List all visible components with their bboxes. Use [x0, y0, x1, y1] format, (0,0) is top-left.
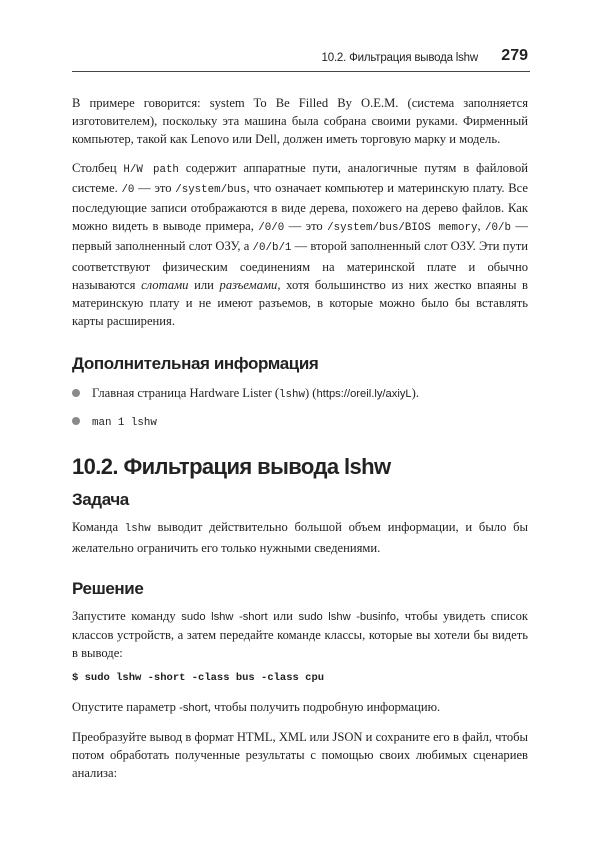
paragraph-short — [72, 698, 528, 717]
paragraph-solution — [72, 607, 528, 663]
page-header — [72, 47, 530, 72]
text: , хотя большинство из них жестко впаяны в материнскую плату и не имеют разъемов, в которые можно было бы вставлять карты расширения. — [72, 277, 528, 329]
inline-code: /0 — [121, 183, 135, 196]
text: или — [188, 277, 220, 292]
inline-code: lshw — [279, 389, 305, 402]
paragraph-hw-path — [72, 159, 528, 331]
bullet-icon — [72, 389, 80, 397]
inline-code: /system/bus — [175, 183, 247, 196]
page-body — [72, 94, 528, 792]
emphasis: слотами — [141, 277, 189, 292]
list-item — [72, 384, 528, 404]
more-info-heading: Дополнительная информация — [72, 354, 319, 374]
inline-command: -short — [179, 702, 208, 715]
text: , — [477, 219, 486, 234]
text: Команда — [72, 520, 125, 535]
inline-code: /0/b/1 — [252, 242, 292, 255]
text: Главная страница Hardware Lister ( — [92, 386, 280, 401]
text: ) ( — [304, 386, 317, 401]
url-link[interactable]: https://oreil.ly/axiyL — [316, 388, 412, 401]
text: , чтобы получить подробную информацию. — [207, 700, 441, 715]
paragraph-oem: В примере говорится: system To Be Filled By O.E.M. (система заполняется изготовителем), поскольку эта машина была собрана своими руками. Фирменный компьютер, такой как Lenovo или Dell, должен иметь торговую марку и модель. — [72, 96, 528, 147]
text: Запустите команду — [72, 608, 182, 623]
text: выводит действительно большой объем информации, и было бы желательно ограничить его только нужными сведениями. — [72, 520, 528, 555]
task-heading: Задача — [72, 490, 129, 510]
section-heading: 10.2. Фильтрация вывода lshw — [72, 454, 391, 480]
emphasis: разъемами — [219, 277, 278, 292]
text: , чтобы увидеть список классов устройств, а затем передайте команде классы, которые вы хотели бы видеть в выводе: — [72, 608, 528, 661]
inline-command: sudo lshw -short — [181, 610, 268, 623]
list-item — [72, 412, 528, 432]
bullet-icon — [72, 417, 80, 425]
paragraph-convert: Преобразуйте вывод в формат HTML, XML или JSON и сохраните его в файл, чтобы потом обработать полученные результаты с помощью своих любимых сценариев анализа: — [72, 729, 528, 781]
inline-code: /system/bus/BIOS memory — [327, 222, 478, 235]
text: , что означает компьютер и материнскую плату. Все последующие записи отображаются в виде дерева, похожего на дерево файлов. Как можно видеть в выводе примера, — [72, 180, 528, 234]
paragraph-task — [72, 518, 528, 556]
text: Столбец — [72, 160, 124, 175]
inline-code: man 1 lshw — [92, 417, 157, 430]
inline-code: lshw — [124, 523, 151, 536]
text: — второй заполненный слот ОЗУ. Эти пути соответствуют физическим соединениям на материнской плате и обычно называются — [72, 239, 529, 292]
text: содержит аппаратные пути, аналогичные путям в файловой системе. — [72, 160, 528, 195]
inline-code: /0/b — [485, 222, 511, 235]
text: — это — [284, 219, 328, 234]
running-title: 10.2. Фильтрация вывода lshw — [321, 52, 478, 64]
inline-code: H/W path — [123, 163, 179, 176]
inline-code: /0/0 — [258, 222, 285, 235]
code-block: $ sudo lshw -short -class bus -class cpu — [72, 672, 325, 685]
inline-command: sudo lshw -businfo — [298, 610, 396, 623]
text: Опустите параметр — [72, 700, 180, 715]
text: — это — [134, 180, 176, 195]
page-number: 279 — [501, 47, 528, 64]
text: — первый заполненный слот ОЗУ, а — [72, 219, 528, 254]
solution-heading: Решение — [72, 578, 144, 598]
text: или — [267, 608, 299, 623]
text: ). — [411, 386, 419, 401]
more-info-list — [72, 384, 528, 432]
